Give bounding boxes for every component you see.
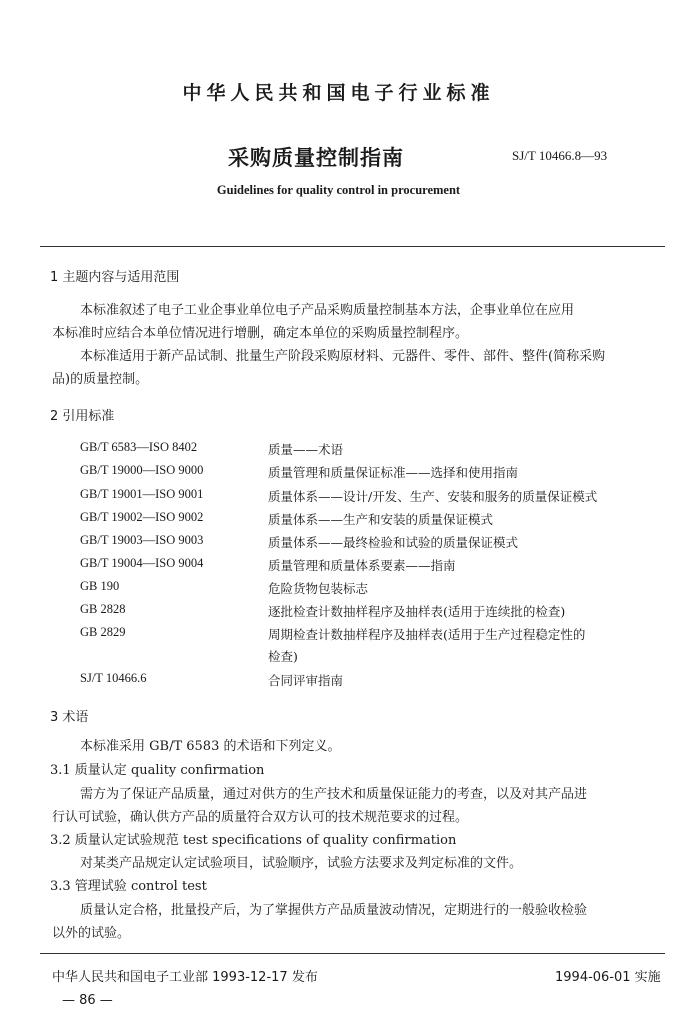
effective-date: 1994-06-01 实施 <box>555 970 661 985</box>
ref-code: GB 2828 <box>80 602 126 616</box>
ref-code: GB 190 <box>80 579 120 593</box>
ref-code: GB/T 19002—ISO 9002 <box>80 510 204 524</box>
document-header: 中华人民共和国电子行业标准 <box>182 82 495 104</box>
section-1-para1-line1: 本标准叙述了电子工业企事业单位电子产品采购质量控制基本方法，企事业单位在应用 <box>80 303 575 318</box>
ref-code: GB/T 19000—ISO 9000 <box>80 463 204 477</box>
section-1-para1-line2: 本标准时应结合本单位情况进行增删，确定本单位的采购质量控制程序。 <box>52 326 469 341</box>
term-3-3-line2: 以外的试验。 <box>52 926 131 941</box>
section-3-intro: 本标准采用 GB/T 6583 的术语和下列定义。 <box>80 739 341 754</box>
ref-code: GB/T 19003—ISO 9003 <box>80 533 204 547</box>
ref-code: SJ/T 10466.6 <box>80 671 147 685</box>
ref-code: GB/T 19001—ISO 9001 <box>80 487 204 501</box>
ref-title: 逐批检查计数抽样程序及抽样表(适用于连续批的检查) <box>268 604 566 619</box>
ref-title: 质量体系——设计/开发、生产、安装和服务的质量保证模式 <box>268 489 598 504</box>
section-1-para2-line2: 品)的质量控制。 <box>52 372 149 387</box>
ref-title: 合同评审指南 <box>268 673 344 688</box>
ref-title: 质量体系——最终检验和试验的质量保证模式 <box>268 535 519 550</box>
term-3-3-line1: 质量认定合格，批量投产后，为了掌握供方产品质量波动情况，定期进行的一般验收检验 <box>80 903 588 918</box>
ref-title: 周期检查计数抽样程序及抽样表(适用于生产过程稳定性的 <box>268 627 586 642</box>
header-divider <box>40 246 665 247</box>
ref-code: GB 2829 <box>80 625 126 639</box>
section-2-heading: 2 引用标准 <box>50 409 115 424</box>
section-1-para2-line1: 本标准适用于新产品试制、批量生产阶段采购原材料、元器件、零件、部件、整件(简称采购 <box>80 349 606 364</box>
ref-title-continuation: 检查) <box>268 649 298 664</box>
standard-number: SJ/T 10466.8—93 <box>512 148 608 163</box>
issue-date: 中华人民共和国电子工业部 1993-12-17 发布 <box>52 970 318 985</box>
section-1-heading: 1 主题内容与适用范围 <box>50 270 180 285</box>
term-3-2-heading: 3.2 质量认定试验规范 test specifications of quality confirmation <box>50 833 457 848</box>
term-3-3-heading: 3.3 管理试验 control test <box>50 879 207 894</box>
term-3-1-line2: 行认可试验，确认供方产品的质量符合双方认可的技术规范要求的过程。 <box>52 810 469 825</box>
footer-divider <box>40 953 665 954</box>
ref-title: 质量——术语 <box>268 442 344 457</box>
term-3-1-heading: 3.1 质量认定 quality confirmation <box>50 763 265 778</box>
section-3-heading: 3 术语 <box>50 710 89 725</box>
page-title: 采购质量控制指南 <box>228 146 404 170</box>
ref-title: 质量管理和质量保证标准——选择和使用指南 <box>268 465 519 480</box>
english-title: Guidelines for quality control in procurement <box>216 183 461 197</box>
term-3-2-line1: 对某类产品规定认定试验项目，试验顺序，试验方法要求及判定标准的文件。 <box>80 856 523 871</box>
ref-title: 质量体系——生产和安装的质量保证模式 <box>268 512 494 527</box>
page-number: — 86 — <box>62 993 113 1008</box>
ref-title: 危险货物包装标志 <box>268 581 369 596</box>
ref-code: GB/T 6583—ISO 8402 <box>80 440 198 454</box>
ref-title: 质量管理和质量体系要素——指南 <box>268 558 456 573</box>
term-3-1-line1: 需方为了保证产品质量，通过对供方的生产技术和质量保证能力的考查，以及对其产品进 <box>80 787 588 802</box>
ref-code: GB/T 19004—ISO 9004 <box>80 556 204 570</box>
